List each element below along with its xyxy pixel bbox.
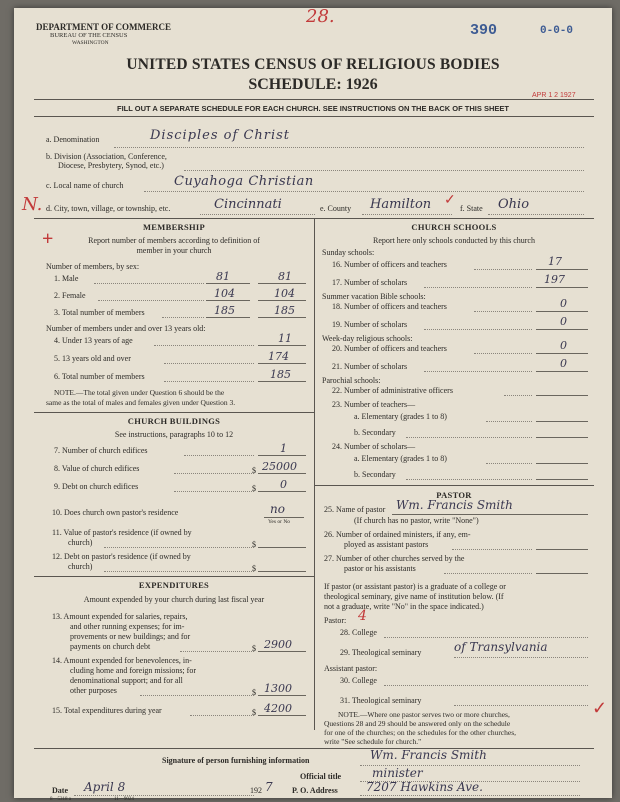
q30-label: 30. College bbox=[340, 676, 377, 685]
q26-line bbox=[536, 549, 588, 550]
q10-value: no bbox=[270, 502, 285, 516]
q21-value: 0 bbox=[560, 357, 567, 370]
q29-dots bbox=[454, 657, 588, 658]
q14-label-2: cluding home and foreign missions; for bbox=[70, 666, 196, 675]
q21-label: 21. Number of scholars bbox=[332, 362, 408, 371]
q16-line bbox=[536, 269, 588, 270]
q3-value-b: 185 bbox=[274, 304, 295, 317]
q23a-line bbox=[536, 421, 588, 422]
q6-label: 6. Total number of members bbox=[54, 372, 145, 381]
q4-value: 11 bbox=[278, 332, 292, 345]
q3-line-a bbox=[206, 317, 250, 318]
city-value: Cincinnati bbox=[214, 197, 282, 212]
church-name-line bbox=[144, 191, 584, 192]
q25-label: 25. Name of pastor bbox=[324, 505, 386, 514]
date-value: April 8 bbox=[84, 780, 126, 794]
margin-mark: N. bbox=[22, 194, 43, 215]
q21-dots bbox=[424, 371, 532, 372]
q25-line bbox=[392, 514, 588, 515]
q2-value-b: 104 bbox=[274, 287, 295, 300]
q18-dots bbox=[474, 311, 532, 312]
form-number-2: 11—9024 bbox=[114, 797, 134, 802]
expenditures-title: EXPENDITURES bbox=[138, 580, 210, 590]
q22-label: 22. Number of administrative officers bbox=[332, 386, 453, 395]
q4-line bbox=[258, 345, 306, 346]
q19-label: 19. Number of scholars bbox=[332, 320, 408, 329]
q3-line-b bbox=[258, 317, 306, 318]
column-divider bbox=[314, 218, 315, 730]
q14-dollar: $ bbox=[252, 688, 256, 697]
q16-value: 17 bbox=[548, 255, 562, 268]
q10-line bbox=[264, 517, 304, 518]
q1-label: 1. Male bbox=[54, 274, 79, 283]
parochial-heading: Parochial schools: bbox=[322, 376, 381, 385]
q13-dollar: $ bbox=[252, 644, 256, 653]
q1-line-b bbox=[258, 283, 306, 284]
q16-label: 16. Number of officers and teachers bbox=[332, 260, 447, 269]
q24b-line bbox=[536, 479, 588, 480]
schedule-instruction: FILL OUT A SEPARATE SCHEDULE FOR EACH CHURCH. SEE INSTRUCTIONS ON THE BACK OF THIS SHEET bbox=[117, 104, 509, 113]
q11-dots bbox=[104, 547, 254, 548]
q11-line bbox=[258, 547, 306, 548]
q20-line bbox=[536, 353, 588, 354]
q24a-line bbox=[536, 463, 588, 464]
handwritten-number: 28. bbox=[306, 6, 335, 27]
q16-dots bbox=[474, 269, 532, 270]
q27-label-2: pastor or his assistants bbox=[344, 564, 416, 573]
q9-dots bbox=[174, 491, 254, 492]
membership-note: NOTE.—The total given under Question 6 should be the bbox=[54, 388, 225, 397]
expenditures-intro: Amount expended by your church during last fiscal year bbox=[83, 595, 265, 604]
q22-dots bbox=[504, 395, 532, 396]
form-code: 390 bbox=[470, 22, 498, 39]
q13-label-3: provements or new buildings; and for bbox=[70, 632, 191, 641]
q20-label: 20. Number of officers and teachers bbox=[332, 344, 447, 353]
q9-label: 9. Debt on church edifices bbox=[54, 482, 139, 491]
q13-dots bbox=[180, 651, 254, 652]
q19-value: 0 bbox=[560, 315, 567, 328]
denomination-value: Disciples of Christ bbox=[150, 128, 291, 143]
q17-dots bbox=[424, 287, 532, 288]
q24-label: 24. Number of scholars— bbox=[332, 442, 416, 451]
county-label: e. County bbox=[320, 204, 352, 213]
q12-label-continued: church) bbox=[68, 562, 93, 571]
pastor-title: PASTOR bbox=[436, 490, 472, 500]
q15-line bbox=[258, 715, 306, 716]
buildings-title: CHURCH BUILDINGS bbox=[127, 416, 221, 426]
q2-line-a bbox=[206, 300, 250, 301]
q13-label: 13. Amount expended for salaries, repairs, bbox=[52, 612, 188, 621]
assistant-pastor-subheading: Assistant pastor: bbox=[324, 664, 378, 673]
q12-dollar: $ bbox=[252, 564, 256, 573]
membership-intro-2: member in your church bbox=[136, 246, 212, 255]
form-title: UNITED STATES CENSUS OF RELIGIOUS BODIES bbox=[126, 56, 500, 73]
q17-value: 197 bbox=[544, 273, 565, 286]
q5-value: 174 bbox=[268, 350, 289, 363]
q2-label: 2. Female bbox=[54, 291, 86, 300]
pastor-note: NOTE.—Where one pastor serves two or more churches, bbox=[338, 710, 510, 719]
q7-value: 1 bbox=[280, 442, 287, 455]
po-address-label: P. O. Address bbox=[292, 786, 338, 795]
state-line bbox=[488, 214, 584, 215]
q10-label: 10. Does church own pastor's residence bbox=[52, 508, 179, 517]
q8-line bbox=[258, 473, 306, 474]
q13-value: 2900 bbox=[264, 638, 292, 651]
q8-label: 8. Value of church edifices bbox=[54, 464, 140, 473]
q8-value: 25000 bbox=[262, 460, 297, 473]
q17-label: 17. Number of scholars bbox=[332, 278, 408, 287]
q2-value-a: 104 bbox=[214, 287, 235, 300]
county-line bbox=[362, 214, 452, 215]
q11-label-continued: church) bbox=[68, 538, 93, 547]
q14-label: 14. Amount expended for benevolences, in- bbox=[52, 656, 192, 665]
church-name-value: Cuyahoga Christian bbox=[174, 174, 314, 189]
q15-value: 4200 bbox=[264, 702, 292, 715]
form-code-secondary: 0-0-0 bbox=[540, 25, 574, 37]
q24b-label: b. Secondary bbox=[354, 470, 396, 479]
q3-label: 3. Total number of members bbox=[54, 308, 145, 317]
q9-line bbox=[258, 491, 306, 492]
county-check-mark: ✓ bbox=[444, 193, 456, 208]
q15-dollar: $ bbox=[252, 708, 256, 717]
pastor-red-mark: 4 bbox=[358, 608, 367, 624]
schools-intro: Report here only schools conducted by this church bbox=[373, 236, 535, 245]
q14-label-4: other purposes bbox=[70, 686, 117, 695]
q18-value: 0 bbox=[560, 297, 567, 310]
county-value: Hamilton bbox=[370, 197, 432, 212]
q14-value: 1300 bbox=[264, 682, 292, 695]
q7-dots bbox=[184, 455, 254, 456]
buildings-instruction: See instructions, paragraphs 10 to 12 bbox=[114, 430, 234, 439]
q6-dots bbox=[164, 381, 254, 382]
q28-label: 28. College bbox=[340, 628, 377, 637]
buildings-bottom-rule bbox=[34, 576, 314, 577]
membership-note-2: same as the total of males and females given under Question 3. bbox=[46, 398, 236, 407]
official-title-label: Official title bbox=[300, 772, 342, 781]
q24a-label: a. Elementary (grades 1 to 8) bbox=[354, 454, 447, 463]
date-label: Date bbox=[52, 786, 68, 795]
margin-check-mark: ✓ bbox=[592, 698, 608, 718]
po-address-line bbox=[360, 795, 580, 796]
q31-dots bbox=[454, 705, 588, 706]
denomination-label: a. Denomination bbox=[46, 135, 100, 144]
membership-title: MEMBERSHIP bbox=[142, 222, 206, 232]
title-rule bbox=[34, 99, 594, 100]
q24a-dots bbox=[486, 463, 532, 464]
age-heading: Number of members under and over 13 years old: bbox=[46, 324, 206, 333]
q14-line bbox=[258, 695, 306, 696]
state-label: f. State bbox=[460, 204, 483, 213]
form-number: 8—5318 a bbox=[50, 797, 71, 802]
q18-line bbox=[536, 311, 588, 312]
q1-dots bbox=[94, 283, 204, 284]
q26-dots bbox=[452, 549, 532, 550]
q8-dollar: $ bbox=[252, 466, 256, 475]
bureau-name: BUREAU OF THE CENSUS bbox=[50, 32, 128, 39]
q5-line bbox=[258, 363, 306, 364]
q18-label: 18. Number of officers and teachers bbox=[332, 302, 447, 311]
church-name-label: c. Local name of church bbox=[46, 181, 124, 190]
q3-dots bbox=[162, 317, 204, 318]
department-name: DEPARTMENT OF COMMERCE bbox=[36, 22, 172, 32]
q23a-label: a. Elementary (grades 1 to 8) bbox=[354, 412, 447, 421]
q10-hint: Yes or No bbox=[268, 519, 291, 525]
summer-heading: Summer vacation Bible schools: bbox=[322, 292, 426, 301]
q7-line bbox=[258, 455, 306, 456]
membership-bottom-rule bbox=[34, 412, 314, 413]
q30-dots bbox=[384, 685, 588, 686]
q14-dots bbox=[140, 695, 254, 696]
signature-value: Wm. Francis Smith bbox=[370, 748, 487, 762]
division-label-continued: Diocese, Presbytery, Synod, etc.) bbox=[58, 161, 164, 170]
graduate-instruction-2: theological seminary, give name of institution below. (If bbox=[324, 592, 504, 601]
denomination-line bbox=[114, 147, 584, 148]
q15-dots bbox=[190, 715, 254, 716]
q11-dollar: $ bbox=[252, 540, 256, 549]
q27-label: 27. Number of other churches served by the bbox=[324, 554, 465, 563]
q25-value: Wm. Francis Smith bbox=[396, 498, 513, 512]
q12-line bbox=[258, 571, 306, 572]
q25-hint: (If church has no pastor, write "None") bbox=[354, 516, 479, 525]
graduate-instruction-3: not a graduate, write "No" in the space indicated.) bbox=[324, 602, 484, 611]
q4-label: 4. Under 13 years of age bbox=[54, 336, 133, 345]
q20-value: 0 bbox=[560, 339, 567, 352]
q26-label: 26. Number of ordained ministers, if any, em- bbox=[324, 530, 471, 539]
census-schedule-sheet bbox=[14, 6, 612, 802]
q12-label: 12. Debt on pastor's residence (if owned by bbox=[52, 552, 191, 561]
q23b-line bbox=[536, 437, 588, 438]
q8-dots bbox=[174, 473, 254, 474]
q15-label: 15. Total expenditures during year bbox=[52, 706, 162, 715]
q1-value-b: 81 bbox=[278, 270, 292, 283]
city-name: WASHINGTON bbox=[72, 40, 109, 46]
signature-label: Signature of person furnishing information bbox=[162, 756, 310, 765]
sunday-heading: Sunday schools: bbox=[322, 248, 375, 257]
weekday-heading: Week-day religious schools: bbox=[322, 334, 413, 343]
graduate-instruction: If pastor (or assistant pastor) is a graduate of a college or bbox=[324, 582, 506, 591]
q6-line bbox=[258, 381, 306, 382]
state-value: Ohio bbox=[498, 197, 530, 212]
pastor-note-4: write "See schedule for church." bbox=[324, 737, 422, 746]
q22-line bbox=[536, 395, 588, 396]
q5-dots bbox=[164, 363, 254, 364]
q26-label-2: ployed as assistant pastors bbox=[344, 540, 429, 549]
q5-label: 5. 13 years old and over bbox=[54, 354, 131, 363]
q20-dots bbox=[474, 353, 532, 354]
q27-line bbox=[536, 573, 588, 574]
q29-label: 29. Theological seminary bbox=[340, 648, 422, 657]
red-cross-mark: + bbox=[42, 228, 54, 250]
q6-value: 185 bbox=[270, 368, 291, 381]
q4-dots bbox=[154, 345, 254, 346]
q2-dots bbox=[98, 300, 204, 301]
q13-line bbox=[258, 651, 306, 652]
schools-title: CHURCH SCHOOLS bbox=[411, 222, 497, 232]
po-address-value: 7207 Hawkins Ave. bbox=[366, 780, 483, 794]
q23a-dots bbox=[486, 421, 532, 422]
q14-label-3: denominational support; and for all bbox=[70, 676, 183, 685]
by-sex-heading: Number of members, by sex: bbox=[46, 262, 140, 271]
received-date-stamp: APR 1 2 1927 bbox=[532, 92, 576, 99]
q23-label: 23. Number of teachers— bbox=[332, 400, 416, 409]
q24b-dots bbox=[406, 479, 532, 480]
q23b-label: b. Secondary bbox=[354, 428, 396, 437]
official-title-value: minister bbox=[372, 766, 423, 780]
q9-value: 0 bbox=[280, 478, 287, 491]
pastor-subheading: Pastor: bbox=[324, 616, 347, 625]
division-label: b. Division (Association, Conference, bbox=[46, 152, 167, 161]
body-bottom-rule bbox=[34, 748, 594, 749]
q29-value: of Transylvania bbox=[454, 640, 548, 654]
membership-intro: Report number of members according to definition of bbox=[88, 236, 260, 245]
q1-line-a bbox=[206, 283, 250, 284]
q13-label-2: and other running expenses; for im- bbox=[70, 622, 185, 631]
q11-label: 11. Value of pastor's residence (if owned by bbox=[52, 528, 192, 537]
schools-bottom-rule bbox=[314, 485, 594, 486]
q21-line bbox=[536, 371, 588, 372]
city-label: d. City, town, village, or township, etc. bbox=[46, 204, 171, 213]
q12-dots bbox=[104, 571, 254, 572]
city-line bbox=[200, 214, 315, 215]
q13-label-4: payments on church debt bbox=[70, 642, 151, 651]
q3-value-a: 185 bbox=[214, 304, 235, 317]
q1-value-a: 81 bbox=[216, 270, 230, 283]
q17-line bbox=[536, 287, 588, 288]
q28-dots bbox=[384, 637, 588, 638]
date-line bbox=[74, 795, 254, 796]
year-prefix: 192 bbox=[250, 786, 262, 795]
q7-label: 7. Number of church edifices bbox=[54, 446, 148, 455]
instruction-rule bbox=[34, 116, 594, 117]
q27-dots bbox=[444, 573, 532, 574]
pastor-note-3: for one of the churches; on the schedules for the other churches, bbox=[324, 728, 517, 737]
q9-dollar: $ bbox=[252, 484, 256, 493]
division-line bbox=[184, 170, 584, 171]
pastor-note-2: Questions 28 and 29 should be answered only on the schedule bbox=[324, 719, 511, 728]
q23b-dots bbox=[406, 437, 532, 438]
q19-line bbox=[536, 329, 588, 330]
q31-label: 31. Theological seminary bbox=[340, 696, 422, 705]
year-value: 7 bbox=[265, 780, 273, 794]
q19-dots bbox=[424, 329, 532, 330]
form-subtitle: SCHEDULE: 1926 bbox=[248, 76, 378, 93]
q2-line-b bbox=[258, 300, 306, 301]
